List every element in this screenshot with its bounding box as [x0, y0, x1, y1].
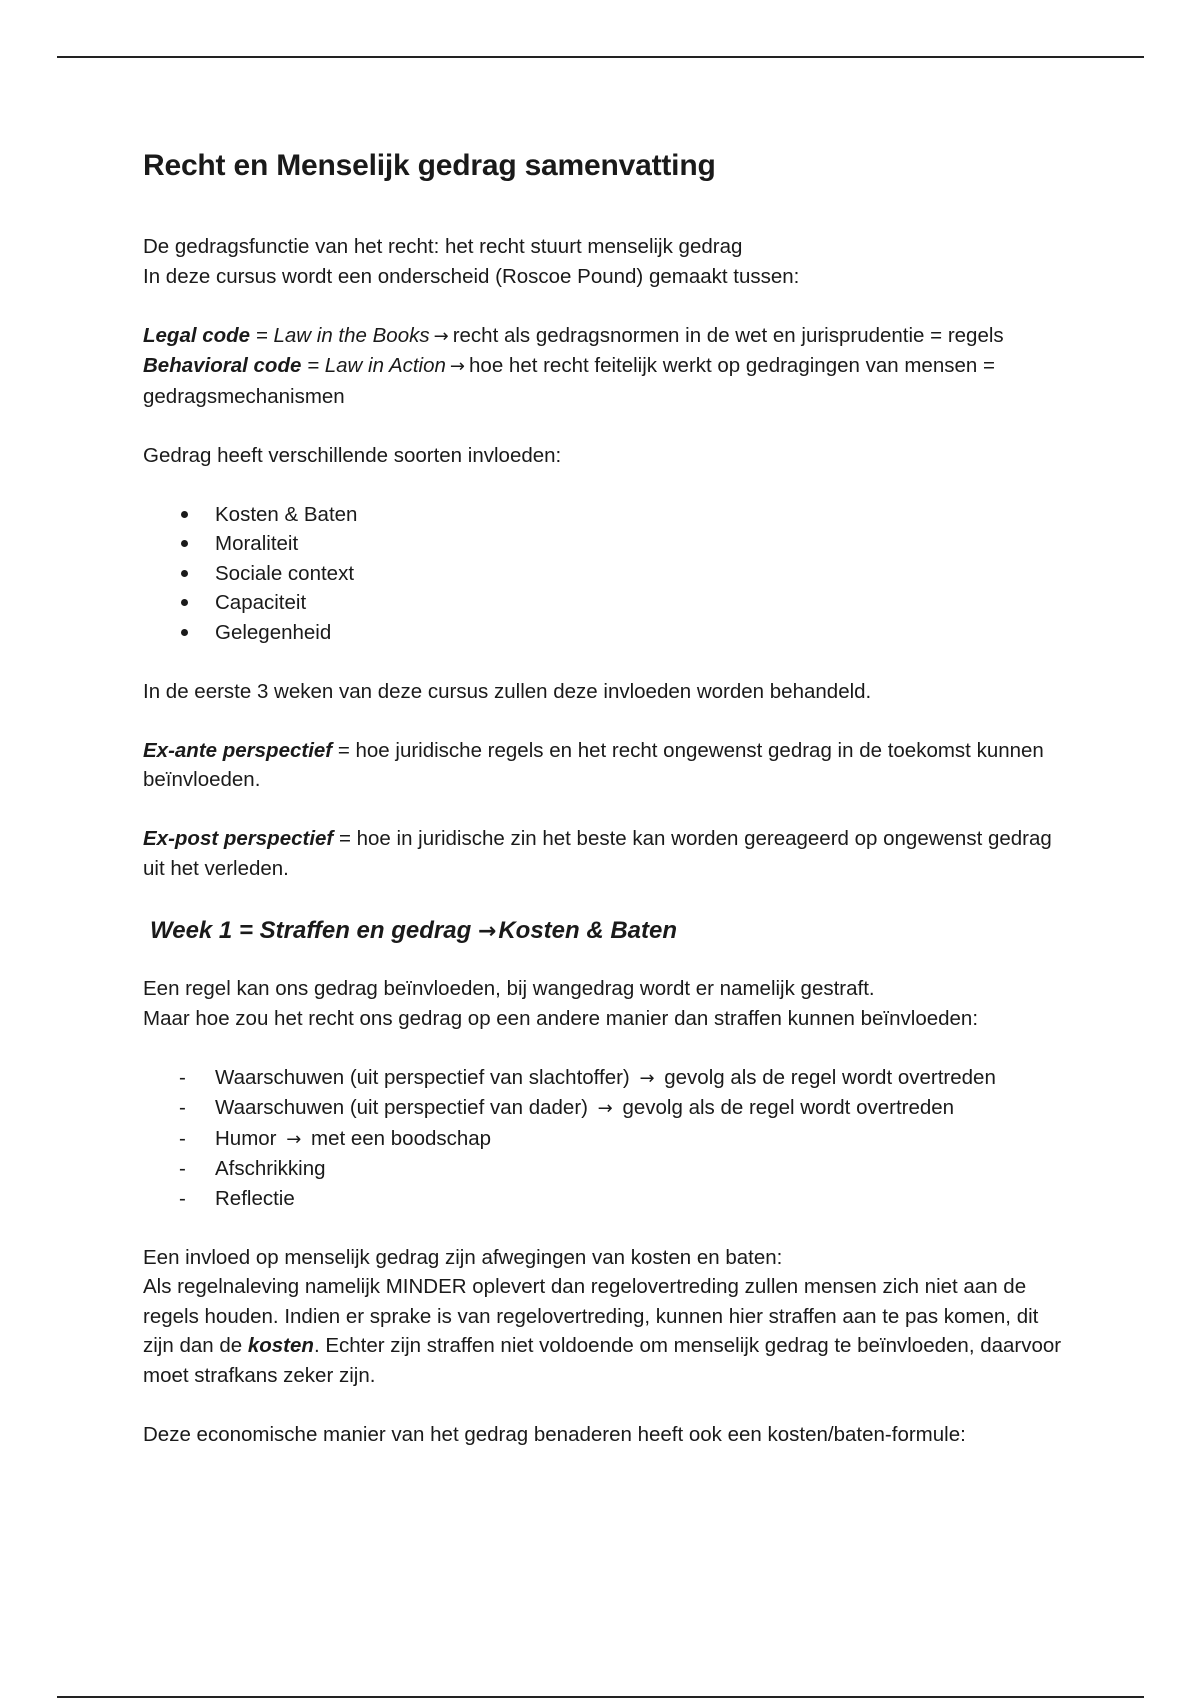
list-item: Gelegenheid: [143, 618, 1063, 648]
week1-p2-part-1: Als regelnaleving namelijk MINDER oplevert dan regelovertreding zullen mensen zich niet aan de regels houden. Indien er sprake is van regelovertreding, kunnen hier straffen aan te pas komen, dit zijn dan de: [143, 1275, 1039, 1357]
list-item: [143, 1093, 1063, 1124]
week1-paragraph-1: [143, 974, 1063, 1033]
week1-paragraph-2: [143, 1243, 1063, 1391]
list-item: [143, 1154, 1063, 1184]
arrow-right-icon: →: [449, 356, 466, 377]
document-title: Recht en Menselijk gedrag samenvatting: [143, 149, 716, 182]
method-text: Humor: [215, 1126, 283, 1150]
footer-rule: [57, 1696, 1144, 1698]
arrow-right-icon: →: [639, 1067, 655, 1089]
arrow-right-icon: →: [286, 1128, 302, 1150]
behavioral-code-alias: Law in Action: [324, 354, 446, 377]
header-rule: [57, 56, 1144, 58]
ex-post-desc: = hoe in juridische zin het beste kan worden gereageerd op ongewenst gedrag uit het verleden.: [143, 827, 1052, 880]
method-after: met een boodschap: [305, 1126, 492, 1150]
intro-line-1: De gedragsfunctie van het recht: het recht stuurt menselijk gedrag: [143, 235, 743, 258]
week1-heading-right: Kosten & Baten: [498, 917, 678, 944]
ex-ante-desc: = hoe juridische regels en het recht ongewenst gedrag in de toekomst kunnen beïnvloeden.: [143, 738, 1044, 791]
influences-note: In de eerste 3 weken van deze cursus zullen deze invloeden worden behandeld.: [143, 679, 872, 703]
arrow-right-icon: →: [477, 919, 497, 944]
week1-heading: [150, 915, 1063, 948]
dash-marker: -: [179, 1065, 186, 1089]
document-body: [143, 146, 1063, 1479]
behavioral-code-desc: hoe het recht feitelijk werkt op gedragingen van mensen = gedragsmechanismen: [143, 354, 995, 408]
legal-code-desc: recht als gedragsnormen in de wet en jurisprudentie = regels: [452, 323, 1004, 347]
intro-line-2: In deze cursus wordt een onderscheid (Roscoe Pound) gemaakt tussen:: [143, 264, 800, 288]
list-item: Capaciteit: [143, 588, 1063, 618]
week1-p1-line-2: Maar hoe zou het recht ons gedrag op een andere manier dan straffen kunnen beïnvloeden:: [143, 1006, 979, 1030]
list-item: Sociale context: [143, 559, 1063, 589]
ex-post-paragraph: [143, 824, 1063, 883]
list-item: [143, 1124, 1063, 1155]
ex-post-term: Ex-post perspectief: [143, 827, 334, 850]
method-text: Waarschuwen (uit perspectief van slachtoffer): [215, 1065, 636, 1089]
week1-p2-line-1: Een invloed op menselijk gedrag zijn afwegingen van kosten en baten:: [143, 1245, 783, 1269]
method-text: Afschrikking: [215, 1157, 326, 1180]
dash-marker: -: [179, 1126, 186, 1150]
legal-code-eq: =: [250, 323, 274, 347]
arrow-right-icon: →: [433, 325, 449, 347]
dash-marker: -: [179, 1186, 186, 1210]
methods-list: [143, 1063, 1063, 1214]
arrow-right-icon: →: [597, 1098, 613, 1119]
week1-p2-part-2: . Echter zijn straffen niet voldoende om menselijk gedrag te beïnvloeden, daarvoor moet strafkans zeker zijn.: [143, 1334, 1062, 1387]
method-text: Waarschuwen (uit perspectief van dader): [215, 1096, 594, 1119]
week1-heading-left: Week 1 = Straffen en gedrag: [150, 917, 478, 944]
method-after: gevolg als de regel wordt overtreden: [658, 1065, 996, 1089]
legal-code-term: Legal code: [143, 323, 251, 347]
costs-term: kosten: [247, 1334, 314, 1357]
intro-paragraph: [143, 232, 1063, 291]
week1-p1-line-1: Een regel kan ons gedrag beïnvloeden, bij wangedrag wordt er namelijk gestraft.: [143, 977, 875, 1000]
dash-marker: -: [179, 1096, 186, 1119]
week1-paragraph-3: Deze economische manier van het gedrag benaderen heeft ook een kosten/baten-formule:: [143, 1422, 966, 1446]
legal-code-alias: Law in the Books: [273, 323, 430, 347]
dash-marker: -: [179, 1157, 186, 1180]
ex-ante-paragraph: [143, 736, 1063, 795]
influences-list: [143, 500, 1063, 648]
list-item: Moraliteit: [143, 529, 1063, 559]
method-after: gevolg als de regel wordt overtreden: [616, 1096, 955, 1119]
ex-ante-term: Ex-ante perspectief: [143, 738, 333, 762]
influences-intro: Gedrag heeft verschillende soorten invloeden:: [143, 443, 562, 467]
codes-paragraph: [143, 321, 1063, 412]
method-text: Reflectie: [215, 1186, 295, 1210]
list-item: [143, 1184, 1063, 1214]
list-item: [143, 1063, 1063, 1094]
behavioral-code-term: Behavioral code: [143, 354, 302, 377]
list-item: Kosten & Baten: [143, 500, 1063, 530]
behavioral-code-eq: =: [301, 354, 325, 377]
